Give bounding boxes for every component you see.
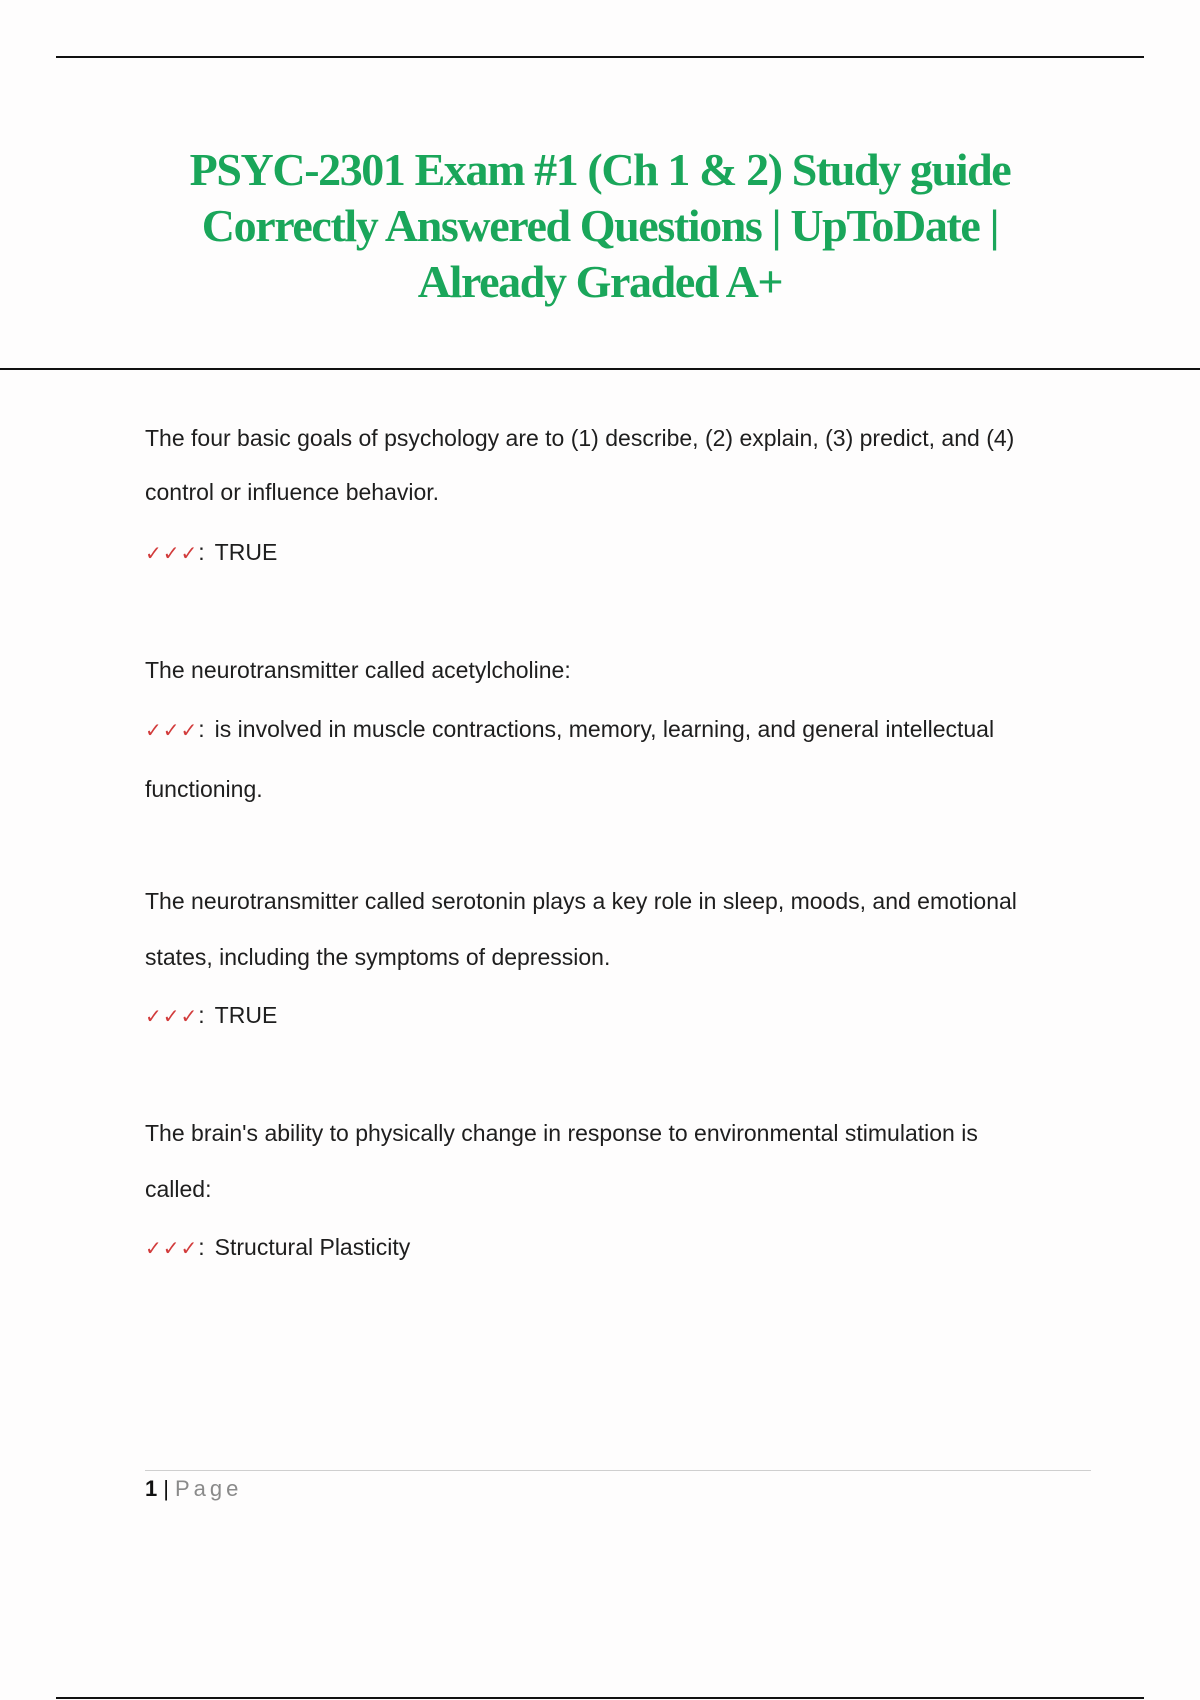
question-1-line-1: The four basic goals of psychology are to (1) describe, (2) explain, (3) predict, and (4) <box>145 425 1015 451</box>
question-3-line-1: The neurotransmitter called serotonin plays a key role in sleep, moods, and emotional <box>145 888 1017 914</box>
answer-separator: : <box>198 539 205 565</box>
answer-4 <box>145 1219 1085 1276</box>
check-marks-icon: ✓✓✓ <box>145 541 199 565</box>
answer-2-line-2: functioning. <box>145 776 263 802</box>
document-title <box>60 142 1140 310</box>
title-line-3: Already Graded A+ <box>417 256 783 307</box>
page-number: 1 <box>145 1476 158 1501</box>
page-footer <box>145 1474 242 1504</box>
footer-divider <box>145 1470 1091 1471</box>
answer-separator: : <box>198 1002 205 1028</box>
page-separator: | <box>163 1476 169 1501</box>
check-marks-icon: ✓✓✓ <box>145 1004 199 1028</box>
title-line-1: PSYC-2301 Exam #1 (Ch 1 & 2) Study guide <box>189 144 1011 195</box>
question-4-line-2: called: <box>145 1176 212 1202</box>
answer-1 <box>145 524 1085 581</box>
question-2-line-1: The neurotransmitter called acetylcholine: <box>145 657 571 683</box>
top-rule <box>56 56 1144 58</box>
question-4-line-1: The brain's ability to physically change in response to environmental stimulation is <box>145 1120 978 1146</box>
bottom-rule <box>56 1697 1144 1699</box>
answer-separator: : <box>198 716 205 742</box>
answer-2 <box>145 701 1085 758</box>
page-label: Page <box>174 1476 243 1501</box>
title-line-2: Correctly Answered Questions | UpToDate | <box>201 200 999 251</box>
answer-3 <box>145 987 1085 1044</box>
answer-separator: : <box>198 1234 205 1260</box>
check-marks-icon: ✓✓✓ <box>145 1236 199 1260</box>
answer-1-text: TRUE <box>214 539 278 565</box>
answer-4-text: Structural Plasticity <box>214 1234 411 1260</box>
question-3-line-2: states, including the symptoms of depression. <box>145 944 611 970</box>
answer-3-text: TRUE <box>214 1002 278 1028</box>
answer-2-text-line-1: is involved in muscle contractions, memory, learning, and general intellectual <box>214 716 995 742</box>
title-divider <box>0 368 1200 370</box>
question-1-line-2: control or influence behavior. <box>145 479 440 505</box>
check-marks-icon: ✓✓✓ <box>145 718 199 742</box>
